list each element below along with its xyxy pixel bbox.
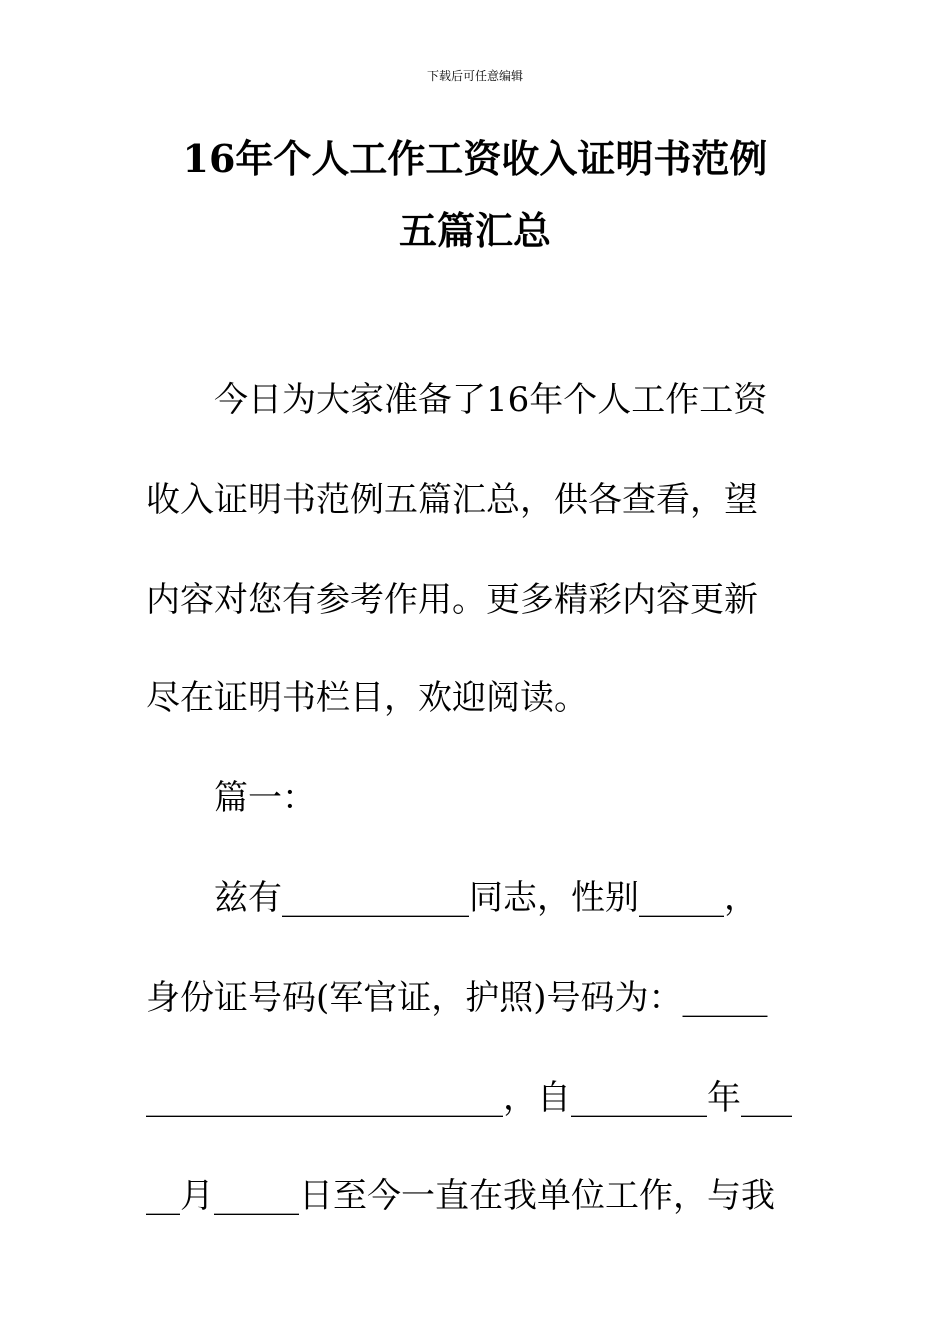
document-title-line-1: 16年个人工作工资收入证明书范例 xyxy=(182,136,768,181)
body-line-6: 兹有___________同志，性别_____， xyxy=(214,878,758,918)
body-line-7: 身份证号码(军官证，护照)号码为：_____ xyxy=(146,978,768,1018)
body-line-1: 今日为大家准备了16年个人工作工资 xyxy=(214,380,768,420)
body-line-3: 内容对您有参考作用。更多精彩内容更新 xyxy=(146,580,758,620)
header-note: 下载后可任意编辑 xyxy=(426,69,523,83)
body-line-4: 尽在证明书栏目，欢迎阅读。 xyxy=(146,678,588,718)
body-line-2: 收入证明书范例五篇汇总，供各查看，望 xyxy=(146,480,758,520)
section-heading: 篇一： xyxy=(214,778,316,818)
body-line-8: _____________________，自________年___ xyxy=(146,1078,792,1118)
document-title-line-2: 五篇汇总 xyxy=(398,208,551,253)
body-line-9: __月_____日至今一直在我单位工作，与我 xyxy=(146,1176,775,1216)
